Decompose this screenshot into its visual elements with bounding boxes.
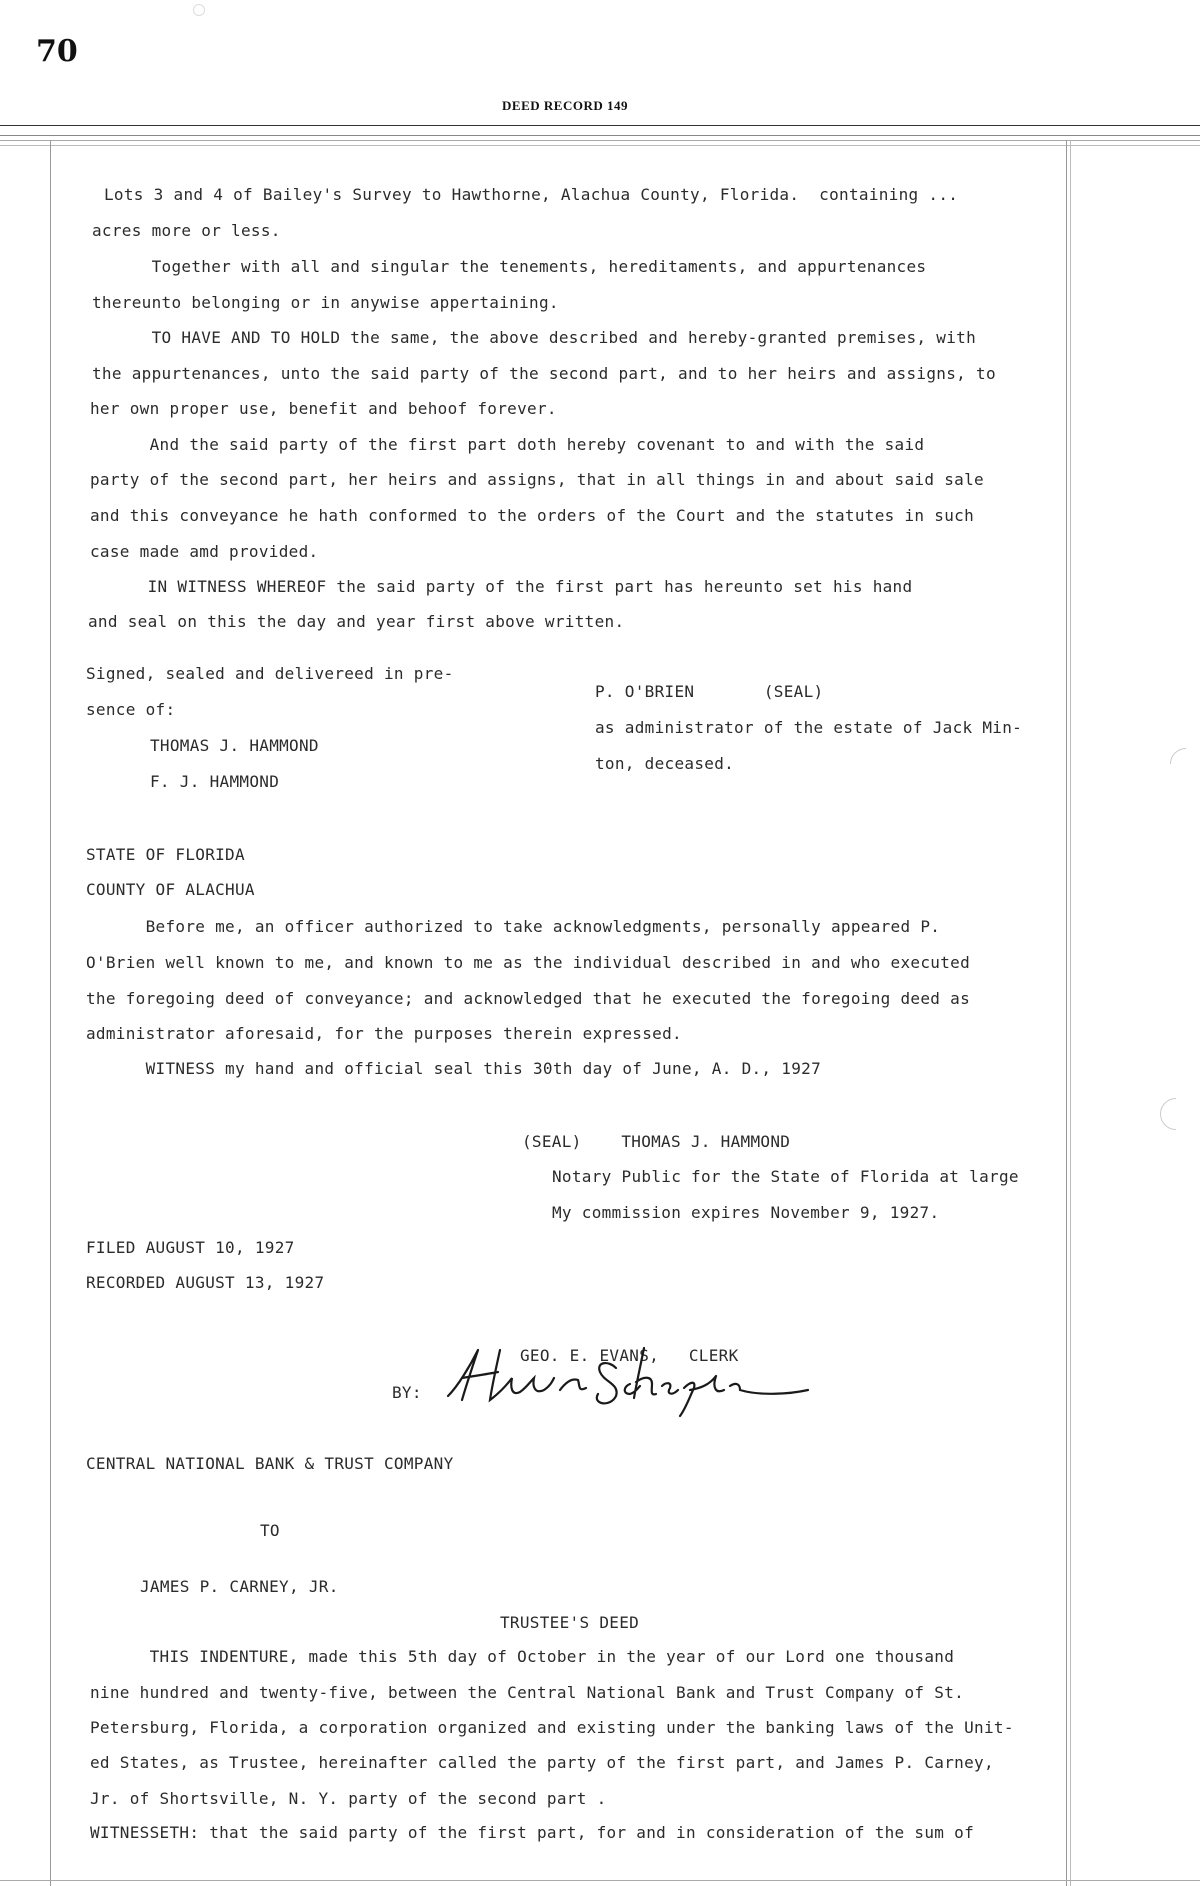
notary-title: Notary Public for the State of Florida at large <box>552 1167 1019 1186</box>
text-line: thereunto belonging or in anywise appertaining. <box>92 293 559 312</box>
text-line: Before me, an officer authorized to take acknowledgments, personally appeared P. <box>86 917 941 936</box>
header-rule-thin <box>0 140 1200 141</box>
deputy-clerk-signature-text <box>440 1384 579 1402</box>
witness-name: THOMAS J. HAMMOND <box>150 736 319 755</box>
deed-to: TO <box>260 1521 280 1540</box>
witness-intro: sence of: <box>86 700 176 719</box>
bottom-rule <box>0 1880 1200 1881</box>
text-line: case made amd provided. <box>90 542 319 561</box>
notary-name: (SEAL) THOMAS J. HAMMOND <box>522 1132 791 1151</box>
venue-county: COUNTY OF ALACHUA <box>86 880 255 899</box>
header-rule <box>0 125 1200 126</box>
top-punch-hole <box>193 4 205 16</box>
text-line: administrator aforesaid, for the purposes therein expressed. <box>86 1024 682 1043</box>
deed-grantee: JAMES P. CARNEY, JR. <box>140 1577 339 1596</box>
record-header: DEED RECORD 149 <box>502 98 628 113</box>
text-line: Petersburg, Florida, a corporation organized and existing under the banking laws of the Unit- <box>90 1718 1014 1737</box>
binder-hole <box>1170 748 1200 780</box>
witness-name: F. J. HAMMOND <box>150 772 280 791</box>
grantor-capacity: ton, deceased. <box>595 754 735 773</box>
text-line: and this conveyance he hath conformed to the orders of the Court and the statutes in such <box>90 506 975 525</box>
binder-hole <box>1160 1098 1192 1130</box>
text-line: THIS INDENTURE, made this 5th day of October in the year of our Lord one thousand <box>90 1647 955 1666</box>
text-line: party of the second part, her heirs and assigns, that in all things in and about said sale <box>90 470 984 489</box>
text-line: the appurtenances, unto the said party of the second part, and to her heirs and assigns, to <box>92 364 996 383</box>
deed-grantor: CENTRAL NATIONAL BANK & TRUST COMPANY <box>86 1454 454 1473</box>
text-line: Together with all and singular the tenements, hereditaments, and appurtenances <box>92 257 927 276</box>
header-rule-double <box>0 135 1200 136</box>
text-line: her own proper use, benefit and behoof forever. <box>90 399 557 418</box>
deputy-clerk-signature <box>440 1338 810 1418</box>
right-margin-line <box>1070 140 1071 1886</box>
grantor-capacity: as administrator of the estate of Jack Min- <box>595 718 1023 737</box>
text-line: WITNESSETH: that the said party of the first part, for and in consideration of the sum of <box>90 1823 975 1842</box>
left-margin-line <box>50 140 51 1886</box>
text-line: ed States, as Trustee, hereinafter called the party of the first part, and James P. Carney, <box>90 1753 994 1772</box>
venue-state: STATE OF FLORIDA <box>86 845 245 864</box>
text-line: Jr. of Shortsville, N. Y. party of the second part . <box>90 1789 607 1808</box>
text-line: Lots 3 and 4 of Bailey's Survey to Hawthorne, Alachua County, Florida. containing ... <box>104 185 959 204</box>
notary-commission: My commission expires November 9, 1927. <box>552 1203 940 1222</box>
witness-intro: Signed, sealed and delivereed in pre- <box>86 664 454 683</box>
text-line: WITNESS my hand and official seal this 30th day of June, A. D., 1927 <box>86 1059 822 1078</box>
by-label: BY: <box>392 1383 422 1402</box>
text-line: and seal on this the day and year first above written. <box>88 612 625 631</box>
page-number: 70 <box>36 34 78 69</box>
deed-title: TRUSTEE'S DEED <box>500 1613 640 1632</box>
grantor-name: P. O'BRIEN (SEAL) <box>595 682 824 701</box>
text-line: acres more or less. <box>92 221 281 240</box>
text-line: the foregoing deed of conveyance; and acknowledged that he executed the foregoing deed as <box>86 989 971 1008</box>
text-line: O'Brien well known to me, and known to me as the individual described in and who executed <box>86 953 971 972</box>
text-line: And the said party of the first part doth hereby covenant to and with the said <box>90 435 925 454</box>
text-line: IN WITNESS WHEREOF the said party of the first part has hereunto set his hand <box>88 577 913 596</box>
text-line: nine hundred and twenty-five, between the Central National Bank and Trust Company of St. <box>90 1683 965 1702</box>
right-margin-line <box>1066 140 1067 1886</box>
recorded-date: RECORDED AUGUST 13, 1927 <box>86 1273 325 1292</box>
text-line: TO HAVE AND TO HOLD the same, the above described and hereby-granted premises, with <box>92 328 977 347</box>
header-rule-thin <box>0 145 1200 146</box>
clerk-name: GEO. E. EVANS, CLERK <box>520 1346 739 1365</box>
filed-date: FILED AUGUST 10, 1927 <box>86 1238 295 1257</box>
